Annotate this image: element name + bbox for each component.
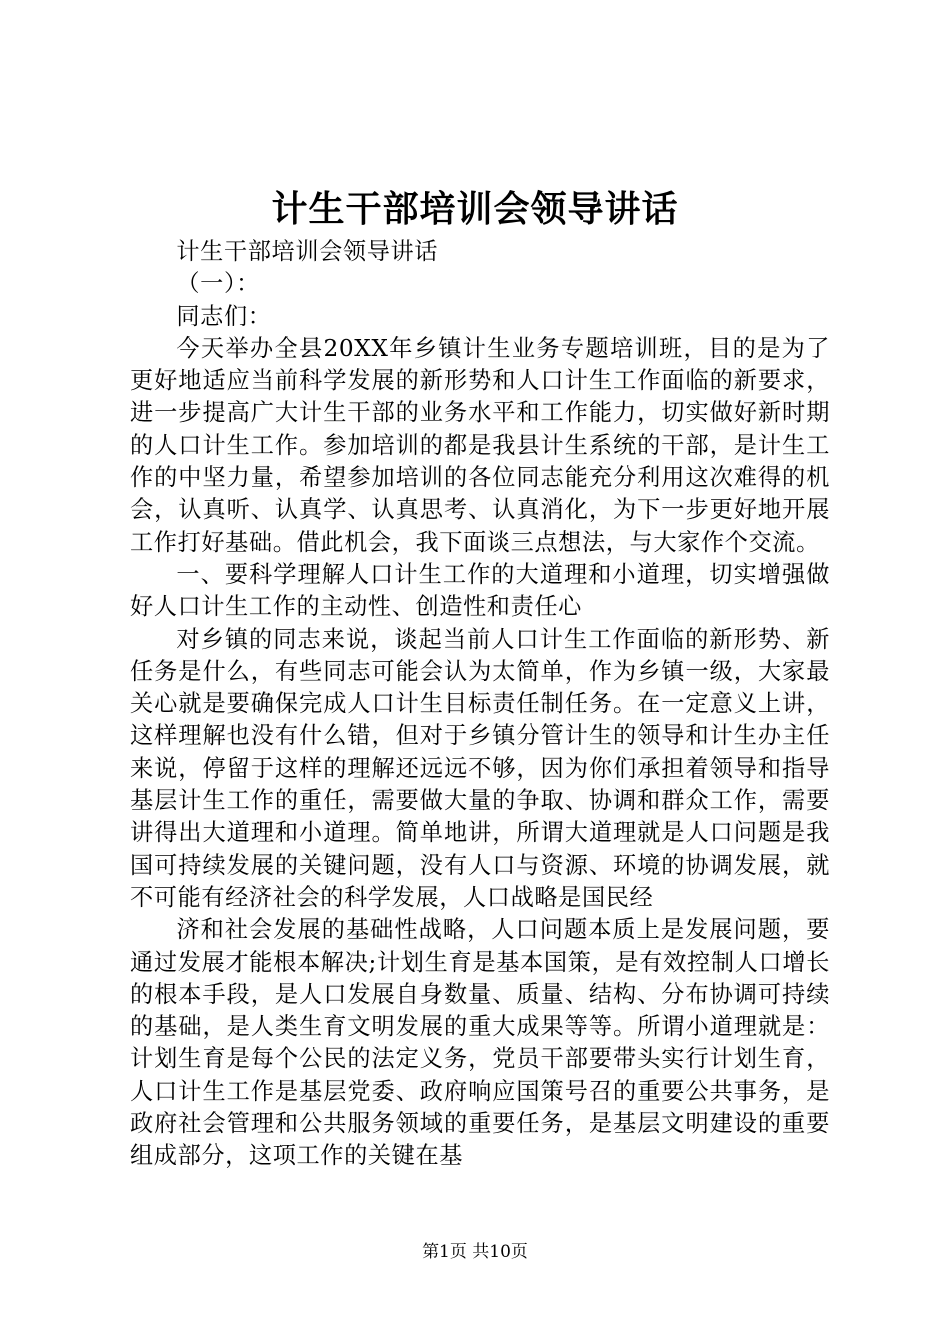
page-footer: 第1页 共10页 [422,1242,528,1262]
body-paragraph: 今天举办全县20XX年乡镇计生业务专题培训班，目的是为了更好地适应当前科学发展的新形势和人口计生工作面临的新要求，进一步提高广大计生干部的业务水平和工作能力，切实做好新时期的人口计生工作。参加培训的都是我县计生系统的干部，是计生工作的中坚力量，希望参加培训的各位同志能充分利用这次难得的机会，认真听、认真学、认真思考、认真消化，为下一步更好地开展工作打好基础。借此机会，我下面谈三点想法，与大家作个交流。 [130,334,830,556]
document-body [130,236,830,1173]
section-heading: 一、要科学理解人口计生工作的大道理和小道理，切实增强做好人口计生工作的主动性、创造性和责任心 [130,560,830,621]
page-title: 计生干部培训会领导讲话 [271,188,679,230]
body-paragraph: 对乡镇的同志来说，谈起当前人口计生工作面临的新形势、新任务是什么，有些同志可能会认为太简单，作为乡镇一级，大家最关心就是要确保完成人口计生目标责任制任务。在一定意义上讲，这样理解也没有什么错，但对于乡镇分管计生的领导和计生办主任来说，停留于这样的理解还远远不够，因为你们承担着领导和指导基层计生工作的重任，需要做大量的争取、协调和群众工作，需要讲得出大道理和小道理。简单地讲，所谓大道理就是人口问题是我国可持续发展的关键问题，没有人口与资源、环境的协调发展，就不可能有经济社会的科学发展，人口战略是国民经 [130,625,830,911]
subtitle-paragraph: 计生干部培训会领导讲话 [176,238,439,265]
body-paragraph: 济和社会发展的基础性战略，人口问题本质上是发展问题，要通过发展才能根本解决;计划生育是基本国策，是有效控制人口增长的根本手段，是人口发展自身数量、质量、结构、分布协调可持续的基础，是人类生育文明发展的重大成果等等。所谓小道理就是：计划生育是每个公民的法定义务，党员干部要带头实行计划生育，人口计生工作是基层党委、政府响应国策号召的重要公共事务，是政府社会管理和公共服务领域的重要任务，是基层文明建设的重要组成部分，这项工作的关键在基 [130,916,830,1170]
section-number: （一）： [176,270,260,298]
salutation: 同志们： [176,302,272,330]
